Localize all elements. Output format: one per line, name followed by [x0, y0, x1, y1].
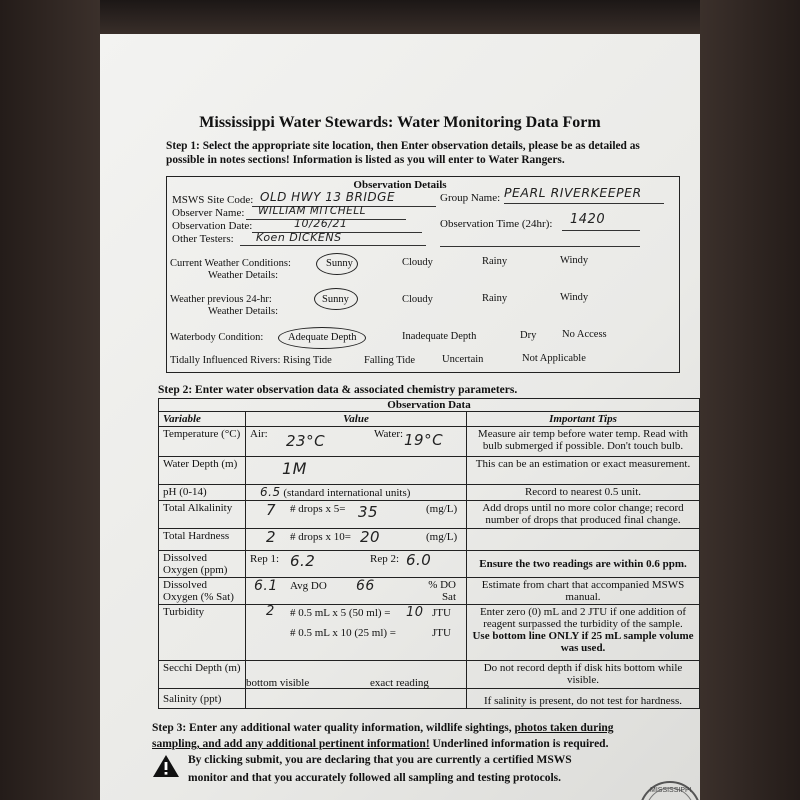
alkalinity-value-cell[interactable]: [246, 501, 467, 529]
alkalinity-tip: Add drops until no more color change; record number of drops that produced final change.: [467, 501, 700, 529]
depth-value-cell[interactable]: [246, 457, 467, 485]
background-top: [0, 0, 800, 36]
current-weather-label: Current Weather Conditions:: [170, 258, 291, 269]
observation-time-line: [562, 230, 640, 231]
table-row: [159, 427, 700, 457]
turbidity-jtu-1: JTU: [432, 607, 451, 619]
do-sat-value-cell[interactable]: [246, 578, 467, 605]
waterbody-option-inadequate[interactable]: Inadequate Depth: [402, 331, 477, 342]
depth-label: Water Depth (m): [159, 457, 246, 485]
certification-line2: monitor and that you accurately followed all sampling and testing protocols.: [188, 772, 562, 784]
rep2-value: 6.0: [406, 551, 432, 569]
observation-time-value: 1420: [570, 212, 606, 227]
table-row: [159, 605, 700, 661]
air-value: 23°C: [286, 432, 326, 450]
col-tips-header: Important Tips: [467, 412, 700, 427]
do-ppm-value-cell[interactable]: [246, 551, 467, 578]
secchi-exact-reading: exact reading: [370, 677, 429, 689]
prev-weather-selection-circle: [314, 288, 358, 310]
avg-do-label: Avg DO: [290, 580, 327, 592]
current-weather-selection-circle: [316, 253, 358, 275]
hardness-tip-empty: [467, 529, 700, 551]
ph-value-cell[interactable]: [246, 485, 467, 501]
tidal-label: Tidally Influenced Rivers: Rising Tide: [170, 355, 332, 366]
table-row: [159, 551, 700, 578]
hardness-unit: (mg/L): [426, 531, 458, 543]
turbidity-jtu-2: JTU: [432, 627, 451, 639]
turbidity-result-1: 10: [406, 605, 424, 620]
weather-option-sunny[interactable]: Sunny: [326, 258, 353, 269]
table-row: [159, 661, 700, 689]
ph-tip: Record to nearest 0.5 unit.: [467, 485, 700, 501]
do-ppm-label: Dissolved Oxygen (ppm): [159, 551, 246, 578]
observation-time-label: Observation Time (24hr):: [440, 218, 553, 230]
seal-emblem: [620, 772, 700, 800]
waterbody-option-no-access[interactable]: No Access: [562, 329, 607, 340]
alkalinity-formula: # drops x 5=: [290, 503, 346, 515]
salinity-label: Salinity (ppt): [159, 689, 246, 709]
group-name-line: [504, 203, 664, 204]
current-weather-details-label: Weather Details:: [208, 270, 278, 281]
ph-units: (standard international units): [283, 487, 411, 499]
step3-line2: [152, 738, 608, 750]
weather-option-rainy[interactable]: Rainy: [482, 256, 508, 267]
alkalinity-drops: 7: [266, 501, 277, 519]
waterbody-option-dry[interactable]: Dry: [520, 330, 537, 341]
turbidity-label: Turbidity: [159, 605, 246, 661]
turbidity-formula-1: # 0.5 mL x 5 (50 ml) =: [290, 607, 391, 619]
table-row: [159, 689, 700, 709]
prev-weather-label: Weather previous 24-hr:: [170, 294, 272, 305]
do-sat-unit: % DO Sat: [428, 579, 456, 603]
secchi-label: Secchi Depth (m): [159, 661, 246, 689]
air-label: Air:: [250, 428, 268, 440]
observation-details-header: Observation Details: [353, 179, 447, 191]
observation-data-table: [158, 398, 700, 709]
prev-weather-option-cloudy[interactable]: Cloudy: [402, 294, 433, 305]
step3-pertinent-required: sampling, and add any additional pertinent information!: [152, 738, 430, 750]
ph-value: 6.5: [260, 485, 281, 499]
table-header-row: [159, 412, 700, 427]
form-title: Mississippi Water Stewards: Water Monitoring Data Form: [199, 114, 601, 131]
seal-text: MISSISSIPPI: [650, 787, 692, 794]
step3-photos-required: photos taken during: [514, 722, 614, 734]
prev-weather-details-label: Weather Details:: [208, 306, 278, 317]
secchi-tip: Do not record depth if disk hits bottom while visible.: [467, 661, 700, 689]
salinity-value-cell[interactable]: [246, 689, 467, 709]
temp-label: Temperature (°C): [159, 427, 246, 457]
background-right: [700, 0, 800, 800]
weather-option-cloudy[interactable]: Cloudy: [402, 257, 433, 268]
do-sat-tip: Estimate from chart that accompanied MSWS manual.: [467, 578, 700, 605]
rep1-value: 6.2: [290, 552, 316, 570]
observation-date-label: Observation Date:: [172, 220, 253, 232]
water-value: 19°C: [404, 431, 444, 449]
prev-weather-option-sunny[interactable]: Sunny: [322, 294, 349, 305]
secchi-bottom-visible: bottom visible: [246, 677, 310, 689]
certification-line1: By clicking submit, you are declaring that you are currently a certified MSWS: [188, 754, 572, 766]
hardness-value-cell[interactable]: [246, 529, 467, 551]
table-row: [159, 485, 700, 501]
table-row: [159, 529, 700, 551]
step3-line2-text: Underlined information is required.: [432, 738, 609, 750]
background-left: [0, 0, 100, 800]
table-row: [159, 578, 700, 605]
step3-line1: [152, 722, 614, 734]
temp-tip: Measure air temp before water temp. Read with bulb submerged if possible. Don't touch bulb.: [467, 427, 700, 457]
ph-label: pH (0-14): [159, 485, 246, 501]
table-row: [159, 457, 700, 485]
do-sat-label: Dissolved Oxygen (% Sat): [159, 578, 246, 605]
group-name-label: Group Name:: [440, 192, 501, 204]
hardness-result: 20: [360, 528, 381, 546]
step1-text-line1: Step 1: Select the appropriate site location, then Enter observation details, please be as detailed as: [166, 140, 640, 152]
waterbody-selection-circle: [278, 327, 366, 349]
paper-form: [100, 34, 700, 800]
prev-weather-option-windy[interactable]: Windy: [560, 292, 589, 303]
extra-line-1: [440, 246, 640, 247]
water-label: Water:: [374, 428, 404, 440]
observation-date-value: 10/26/21: [294, 217, 348, 230]
weather-option-windy[interactable]: Windy: [560, 255, 589, 266]
hardness-drops: 2: [266, 528, 277, 546]
turbidity-formula-2: # 0.5 mL x 10 (25 ml) =: [290, 627, 397, 639]
site-code-label: MSWS Site Code:: [172, 194, 254, 206]
site-code-value: OLD HWY 13 BRIDGE: [260, 190, 396, 204]
rep2-label: Rep 2:: [370, 553, 400, 565]
rep1-label: Rep 1:: [250, 553, 280, 565]
turbidity-value: 2: [266, 604, 275, 619]
other-testers-label: Other Testers:: [172, 233, 234, 245]
table-row: [159, 501, 700, 529]
alkalinity-result: 35: [358, 503, 379, 521]
alkalinity-unit: (mg/L): [426, 503, 458, 515]
secchi-value-cell[interactable]: [246, 661, 467, 689]
tidal-option-not-applicable[interactable]: Not Applicable: [522, 353, 586, 364]
observer-name-value: WILLIAM MITCHELL: [258, 205, 366, 217]
group-name-value: PEARL RIVERKEEPER: [504, 185, 642, 200]
hardness-formula: # drops x 10=: [290, 531, 351, 543]
turbidity-tip-cell: [467, 605, 700, 661]
hardness-label: Total Hardness: [159, 529, 246, 551]
depth-tip: This can be an estimation or exact measurement.: [467, 457, 700, 485]
alkalinity-label: Total Alkalinity: [159, 501, 246, 529]
other-testers-value: Koen DICKENS: [256, 231, 342, 244]
turbidity-tip-b: Use bottom line ONLY if 25 mL sample volume was used.: [472, 630, 694, 654]
observer-name-label: Observer Name:: [172, 207, 245, 219]
waterbody-option-adequate[interactable]: Adequate Depth: [288, 332, 357, 343]
avg-do-value: 6.1: [254, 578, 278, 594]
tidal-option-falling[interactable]: Falling Tide: [364, 355, 416, 366]
salinity-tip: If salinity is present, do not test for hardness.: [467, 689, 700, 709]
tidal-option-uncertain[interactable]: Uncertain: [442, 354, 484, 365]
turbidity-tip-a: Enter zero (0) mL and 2 JTU if one addition of reagent surpassed the turbidity of the sample.: [479, 606, 687, 630]
table-title-row: [159, 399, 700, 412]
prev-weather-option-rainy[interactable]: Rainy: [482, 293, 508, 304]
mississippi-seal: [620, 772, 700, 800]
depth-value: 1M: [282, 459, 307, 478]
step3-line1-text: Step 3: Enter any additional water quality information, wildlife sightings,: [152, 722, 512, 734]
step1-text-line2: possible in notes sections! Information is listed as you will enter to Water Rangers.: [166, 154, 565, 166]
do-sat-value: 66: [356, 578, 375, 594]
do-ppm-tip: Ensure the two readings are within 0.6 ppm.: [467, 551, 700, 578]
temp-value-cell[interactable]: [246, 427, 467, 457]
turbidity-value-cell[interactable]: [246, 605, 467, 661]
col-variable-header: Variable: [159, 412, 246, 427]
waterbody-label: Waterbody Condition:: [170, 332, 264, 343]
table-title: Observation Data: [159, 399, 700, 412]
warning-icon: [152, 754, 180, 778]
col-value-header: Value: [246, 412, 467, 427]
other-testers-line: [240, 245, 426, 246]
step2-heading: Step 2: Enter water observation data & associated chemistry parameters.: [158, 384, 518, 396]
